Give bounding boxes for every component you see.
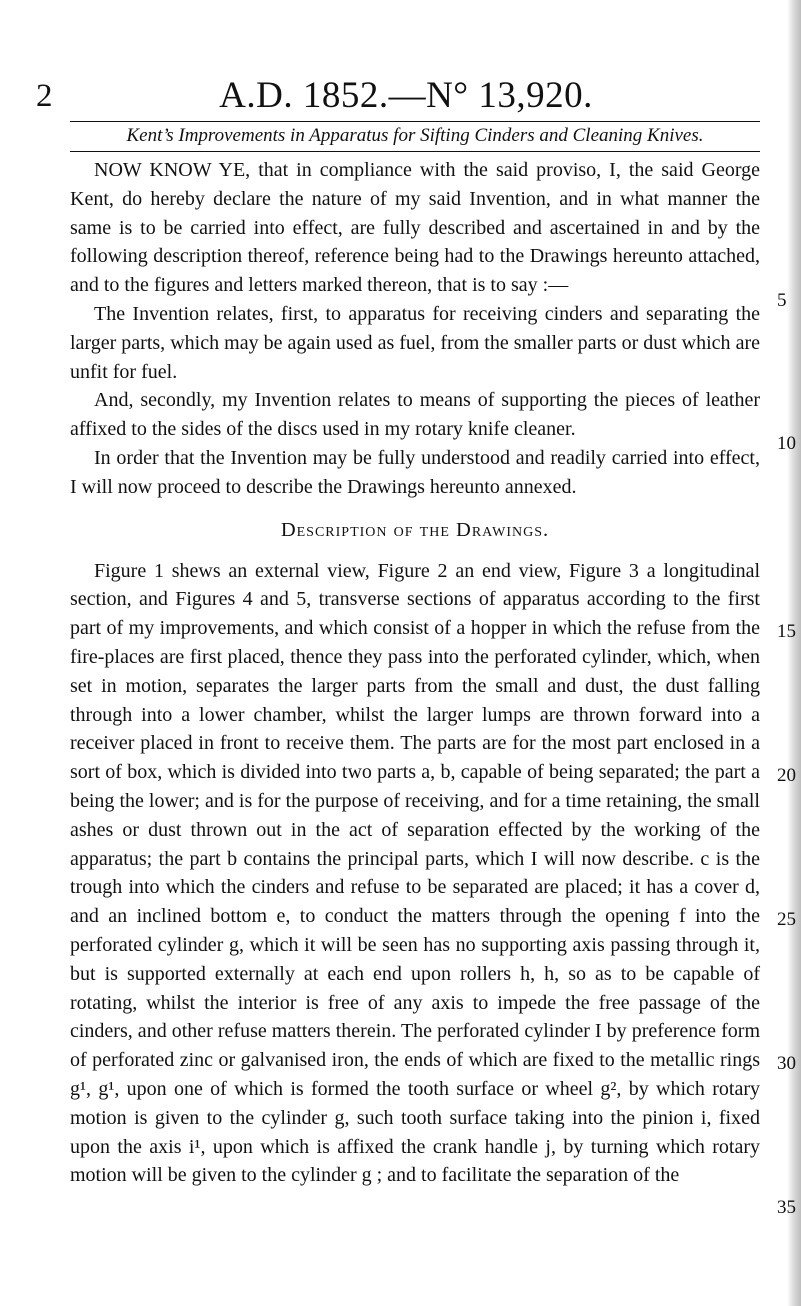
paragraph-description: Figure 1 shews an external view, Figure 2 an end view, Figure 3 a longitudinal section, and Figures 4 and 5, transverse sections of apparatus according to the first part of my improvements, and which consist of a hopper in which the refuse from the fire-places are first placed, thence they pass into the perforated cylinder, which, when set in motion, separates the larger parts from the small and dust, the dust falling through into a lower chamber, whilst the larger lumps are thrown forward into a receiver placed in front to receive them. The parts are for the most part enclosed in a sort of box, which is divided into two parts a, b, capable of being separated; the part a being the lower; and is for the purpose of receiving, and for a time retaining, the small ashes or dust thrown out in the act of separation effected by the working of the apparatus; the part b contains the principal parts, which I will now describe. c is the trough into which the cinders and refuse to be separated are placed; it has a cover d, and an inclined bottom e, to conduct the matters through the opening f into the perforated cylinder g, which it will be seen has no supporting axis passing through it, but is supported externally at each end upon rollers h, h, so as to be capable of rotating, whilst the interior is free of any axis to impede the free passage of the cinders, and other refuse matters therein. The perforated cylinder I by preference form of perforated zinc or galvanised iron, the ends of which are fixed to the metallic rings g¹, g¹, upon one of which is formed the tooth surface or wheel g², by which rotary motion is given to the cylinder g, such tooth surface taking into the pinion i, fixed upon the axis i¹, upon which is affixed the crank handle j, by turning which rotary motion will be given to the cylinder g ; and to facilitate the separation of the	[70, 559, 760, 1187]
paragraph-in-order: In order that the Invention may be fully understood and readily carried into effect, I will now proceed to describe the Drawings hereunto annexed.	[70, 446, 760, 498]
paragraph-invention-first: The Invention relates, first, to apparatus for receiving cinders and separating the larger parts, which may be again used as fuel, from the smaller parts or dust which are unfit for fuel.	[70, 302, 760, 383]
line-number: 25	[777, 909, 796, 930]
paragraph-now-know-ye: NOW KNOW YE, that in compliance with the said proviso, I, the said George Kent, do hereby declare the nature of my said Invention, and in what manner the same is to be carried into effect, are fully described and ascertained in and by the following description thereof, reference being had to the Drawings hereunto attached, and to the figures and letters marked thereon, that is to say :—	[70, 159, 760, 297]
header-rule-top	[70, 121, 760, 122]
line-number: 15	[777, 621, 796, 642]
header-rule-bottom	[70, 151, 760, 152]
page-number: 2	[36, 78, 53, 114]
running-title: Kent’s Improvements in Apparatus for Sifting Cinders and Cleaning Knives.	[126, 125, 704, 146]
patent-title: A.D. 1852.—N° 13,920.	[219, 75, 593, 116]
line-number: 5	[777, 290, 787, 311]
body-text	[70, 156, 760, 1190]
line-number: 10	[777, 433, 796, 454]
page-header	[36, 76, 776, 116]
line-number: 20	[777, 765, 796, 786]
paragraph-invention-second: And, secondly, my Invention relates to means of supporting the pieces of leather affixed to the sides of the discs used in my rotary knife cleaner.	[70, 389, 760, 441]
page-edge-shadow	[787, 0, 801, 1306]
line-number: 30	[777, 1053, 796, 1074]
section-heading: Description of the Drawings.	[280, 518, 550, 541]
line-number: 35	[777, 1197, 796, 1218]
